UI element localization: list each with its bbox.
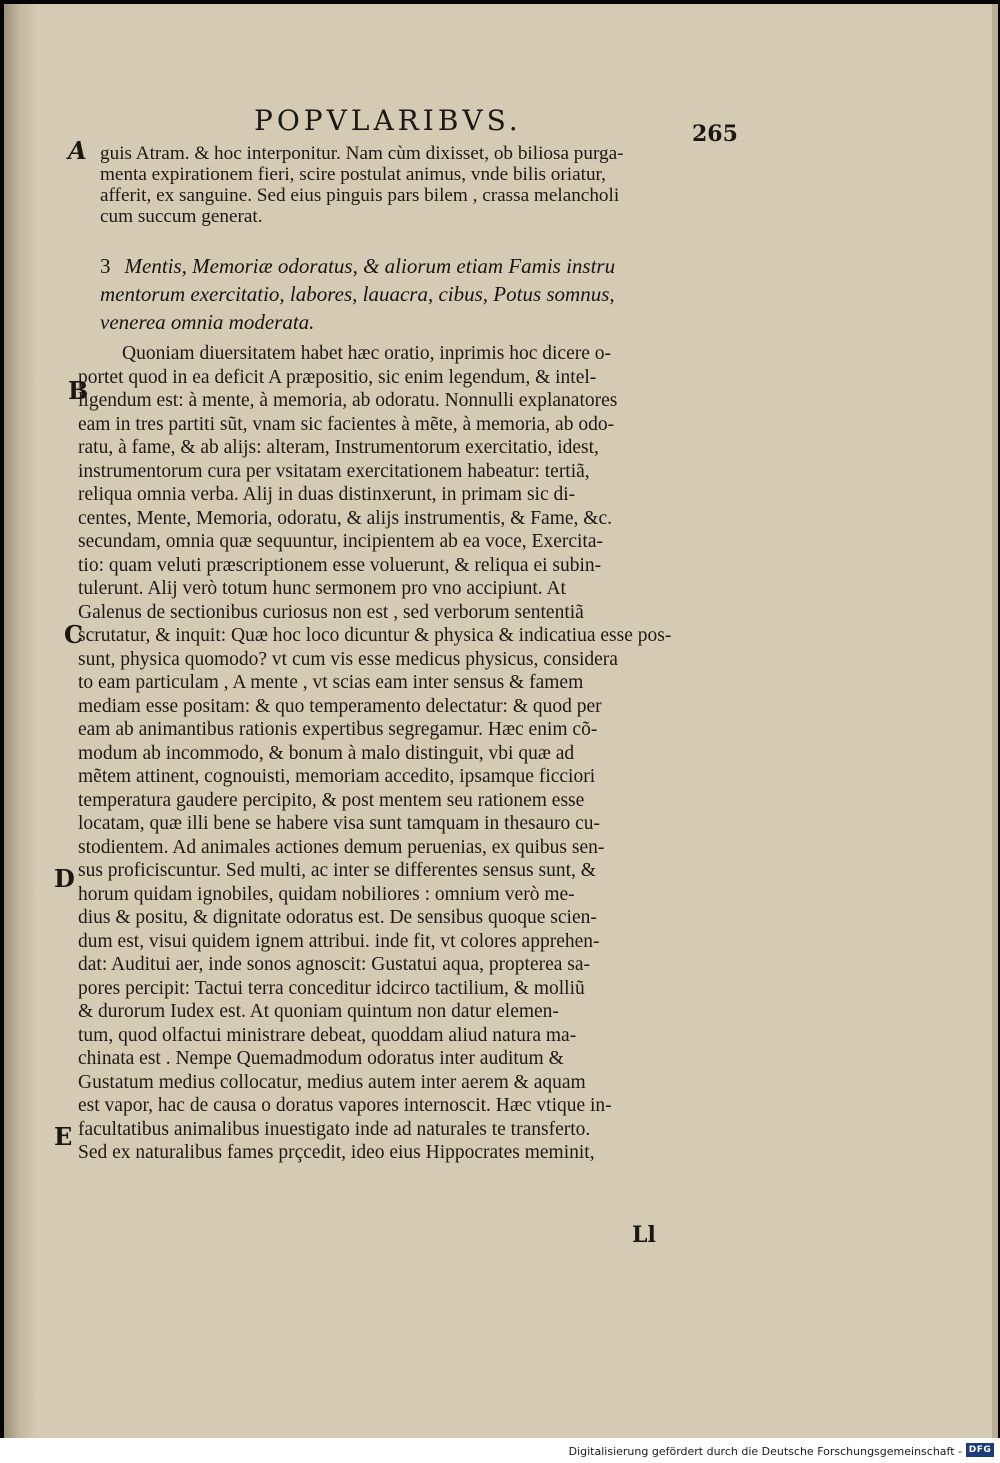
text-line: dat: Auditui aer, inde sonos agnoscit: Gustatui aqua, propterea sa-	[78, 954, 591, 975]
text-line: temperatura gaudere percipito, & post mentem seu rationem esse	[78, 789, 585, 811]
text-line: centes, Mente, Memoria, odoratu, & alijs instrumentis, & Fame, &c.	[78, 507, 612, 529]
margin-letter-c: C	[64, 620, 84, 649]
text-line: modum ab incommodo, & bonum à malo distinguit, vbi quæ ad	[78, 742, 575, 764]
text-line: locatam, quæ illi bene se habere visa sunt tamquam in thesauro cu-	[78, 813, 601, 834]
text-line: portet quod in ea deficit A præpositio, sic enim legendum, & intel-	[78, 366, 597, 388]
aphorism-line: venerea omnia moderata.	[100, 310, 315, 334]
text-line: cum succum generat.	[100, 206, 263, 227]
text-line: ligendum est: à mente, à memoria, ab odoratu. Nonnulli explanatores	[78, 390, 618, 411]
page-gutter-shadow	[4, 4, 38, 1438]
footer-credit: Digitalisierung gefördert durch die Deutsche Forschungsgemeinschaft -	[568, 1445, 962, 1458]
margin-letter-e: E	[54, 1122, 73, 1151]
margin-letter-a: A	[68, 136, 87, 165]
text-line: dius & positu, & dignitate odoratus est. De sensibus quoque scien-	[78, 907, 597, 928]
text-line: ratu, à fame, & ab alijs: alteram, Instrumentorum exercitatio, idest,	[78, 437, 599, 458]
opening-paragraph	[100, 144, 740, 228]
aphorism-line: mentorum exercitatio, labores, lauacra, cibus, Potus somnus,	[100, 282, 615, 306]
text-line: tio: quam veluti præscriptionem esse voluerunt, & reliqua ei subin-	[78, 554, 602, 576]
text-line: sus proficiscuntur. Sed multi, ac inter se differentes sensus sunt, &	[78, 860, 596, 881]
text-line: tulerunt. Alij verò totum hunc sermonem pro vno accipiunt. At	[78, 578, 566, 599]
text-line: eam in tres partiti sũt, vnam sic facientes à mẽte, à memoria, ab odo-	[78, 413, 615, 435]
text-line: pores percipit: Tactui terra conceditur idcirco tactilium, & molliũ	[78, 977, 585, 999]
signature-mark: Ll	[632, 1222, 656, 1248]
text-line: secundam, omnia quæ sequuntur, incipientem ab ea voce, Exercita-	[78, 531, 603, 552]
text-line: Gustatum medius collocatur, medius autem inter aerem & aquam	[78, 1071, 586, 1093]
aphorism-number: 3	[100, 254, 111, 278]
commentary-paragraph	[78, 342, 748, 1165]
aphorism-line	[100, 252, 745, 280]
text-line: mẽtem attinent, cognouisti, memoriam accedito, ipsamque ficciori	[78, 766, 596, 787]
text-line: scrutatur, & inquit: Quæ hoc loco dicuntur & physica & indicatiua esse pos-	[78, 625, 672, 646]
book-page	[4, 4, 998, 1438]
text-line: est vapor, hac de causa o doratus vapores internoscit. Hæc vtique in-	[78, 1095, 612, 1116]
text-line: chinata est . Nempe Quemadmodum odoratus inter auditum &	[78, 1048, 564, 1069]
text-line: sunt, physica quomodo? vt cum vis esse medicus physicus, considera	[78, 648, 618, 670]
text-line: dum est, visui quidem ignem attribui. inde fit, vt colores apprehen-	[78, 930, 600, 952]
dfg-logo-icon: DFG	[966, 1443, 994, 1457]
text-line: guis Atram. & hoc interponitur. Nam cùm dixisset, ob biliosa purga-	[100, 144, 624, 164]
text-line: Quoniam diuersitatem habet hæc oratio, inprimis hoc dicere o-	[122, 343, 611, 364]
text-line: facultatibus animalibus inuestigato inde ad naturales te transferto.	[78, 1118, 591, 1140]
text-line: instrumentorum cura per vsitatam exercitationem habeatur: tertiã,	[78, 460, 590, 482]
text-line: tum, quod olfactui ministrare debeat, quoddam aliud natura ma-	[78, 1024, 577, 1046]
aphorism-text: Mentis, Memoriæ odoratus, & aliorum etiam Famis instru	[124, 254, 616, 278]
text-line: menta expirationem fieri, scire postulat animus, vnde bilis oriatur,	[100, 164, 606, 185]
text-line: & durorum Iudex est. At quoniam quintum non datur elemen-	[78, 1001, 559, 1022]
page-right-edge	[992, 4, 998, 1438]
text-line: mediam esse positam: & quo temperamento delectatur: & quod per	[78, 695, 602, 717]
text-line: stodientem. Ad animales actiones demum peruenias, ex quibus sen-	[78, 836, 605, 858]
page-number: 265	[692, 121, 738, 147]
aphorism-block	[100, 252, 745, 336]
margin-letter-d: D	[54, 864, 75, 893]
text-line: reliqua omnia verba. Alij in duas distinxerunt, in primam sic di-	[78, 484, 576, 505]
text-line: Sed ex naturalibus fames prçcedit, ideo eius Hippocrates meminit,	[78, 1142, 595, 1163]
text-line: to eam particulam , A mente , vt scias eam inter sensus & famem	[78, 672, 584, 693]
margin-letter-b: B	[68, 376, 89, 405]
text-line: eam ab animantibus rationis expertibus segregamur. Hæc enim cõ-	[78, 719, 598, 740]
digitization-footer	[0, 1438, 1000, 1463]
text-line: afferit, ex sanguine. Sed eius pinguis pars bilem , crassa melancholi	[100, 185, 620, 206]
running-head: POPVLARIBVS.	[254, 104, 522, 137]
text-line: horum quidam ignobiles, quidam nobiliores : omnium verò me-	[78, 883, 575, 905]
text-line: Galenus de sectionibus curiosus non est , sed verborum sententiã	[78, 601, 584, 623]
